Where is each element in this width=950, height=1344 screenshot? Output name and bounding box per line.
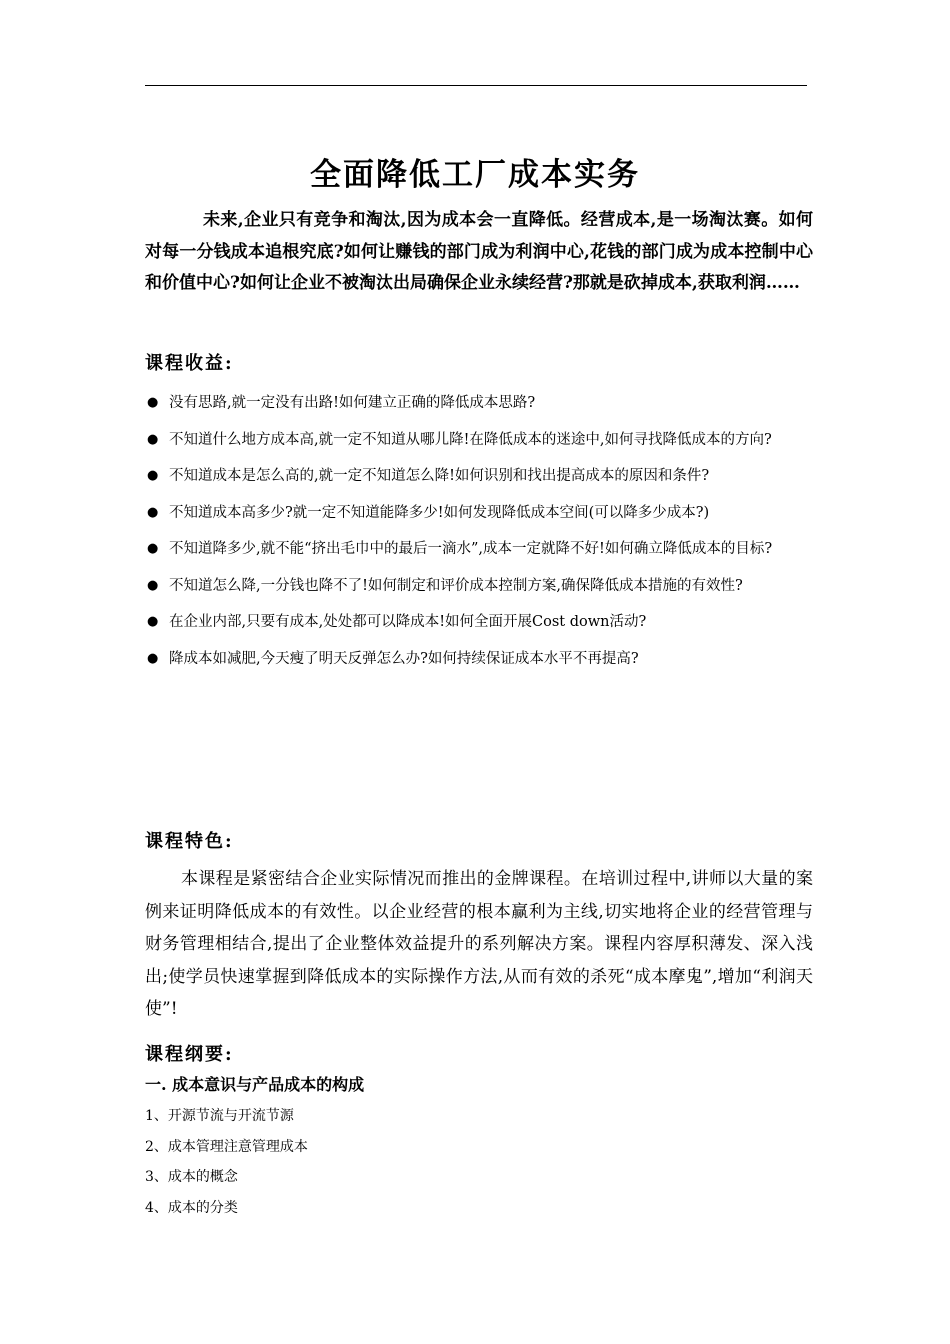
outline-heading: 课程纲要: <box>145 1044 234 1065</box>
list-item: ● 不知道什么地方成本高,就一定不知道从哪儿降!在降低成本的迷途中,如何寻找降低成本的方向? <box>145 422 820 459</box>
list-item: ● 不知道怎么降,一分钱也降不了!如何制定和评价成本控制方案,确保降低成本措施的有效性? <box>145 568 820 605</box>
features-paragraph: 本课程是紧密结合企业实际情况而推出的金牌课程。在培训过程中,讲师以大量的案例来证明降低成本的有效性。以企业经营的根本赢利为主线,切实地将企业的经营管理与财务管理相结合,提出了企业整体效益提升的系列解决方案。课程内容厚积薄发、深入浅出;使学员快速掌握到降低成本的实际操作方法,从而有效的杀死“成本摩鬼”,增加“利润天使”! <box>145 869 813 1019</box>
list-item: ● 降成本如减肥,今天瘦了明天反弹怎么办?如何持续保证成本水平不再提高? <box>145 641 820 678</box>
bullet-icon: ● <box>147 431 159 447</box>
list-item: ● 不知道降多少,就不能“挤出毛巾中的最后一滴水”,成本一定就降不好!如何确立降低成本的目标? <box>145 531 820 568</box>
list-item: ● 不知道成本是怎么高的,就一定不知道怎么降!如何识别和找出提高成本的原因和条件? <box>145 458 820 495</box>
bullet-icon: ● <box>147 468 159 483</box>
bullet-icon: ● <box>147 504 159 520</box>
bullet-icon: ● <box>147 395 159 410</box>
list-item: 3、成本的概念 <box>145 1169 238 1185</box>
document-title: 全面降低工厂成本实务 <box>310 157 640 193</box>
list-item: ● 不知道成本高多少?就一定不知道能降多少!如何发现降低成本空间(可以降多少成本?) <box>145 495 820 532</box>
outline-section-title: 一. 成本意识与产品成本的构成 <box>145 1075 365 1094</box>
bullet-icon: ● <box>147 577 159 593</box>
bullet-icon: ● <box>147 541 159 556</box>
benefits-heading: 课程收益: <box>145 353 234 374</box>
header-rule <box>145 85 807 86</box>
bullet-icon: ● <box>147 650 159 666</box>
list-item: 4、成本的分类 <box>145 1199 238 1216</box>
list-item: 1、开源节流与开流节源 <box>145 1108 294 1124</box>
list-item: ● 在企业内部,只要有成本,处处都可以降成本!如何全面开展Cost down活动? <box>145 604 820 641</box>
benefits-list <box>145 385 820 677</box>
list-item: 2、成本管理注意管理成本 <box>145 1138 308 1155</box>
intro-paragraph: 未来,企业只有竞争和淘汰,因为成本会一直降低。经营成本,是一场淘汰赛。如何对每一分钱成本追根究底?如何让赚钱的部门成为利润中心,花钱的部门成为成本控制中心和价值中心?如何让企业不被淘汰出局确保企业永续经营?那就是砍掉成本,获取利润…… <box>145 210 813 293</box>
features-heading: 课程特色: <box>145 831 234 852</box>
outline-list <box>145 1101 308 1223</box>
list-item: ● 没有思路,就一定没有出路!如何建立正确的降低成本思路? <box>145 385 820 422</box>
bullet-icon: ● <box>147 614 159 629</box>
